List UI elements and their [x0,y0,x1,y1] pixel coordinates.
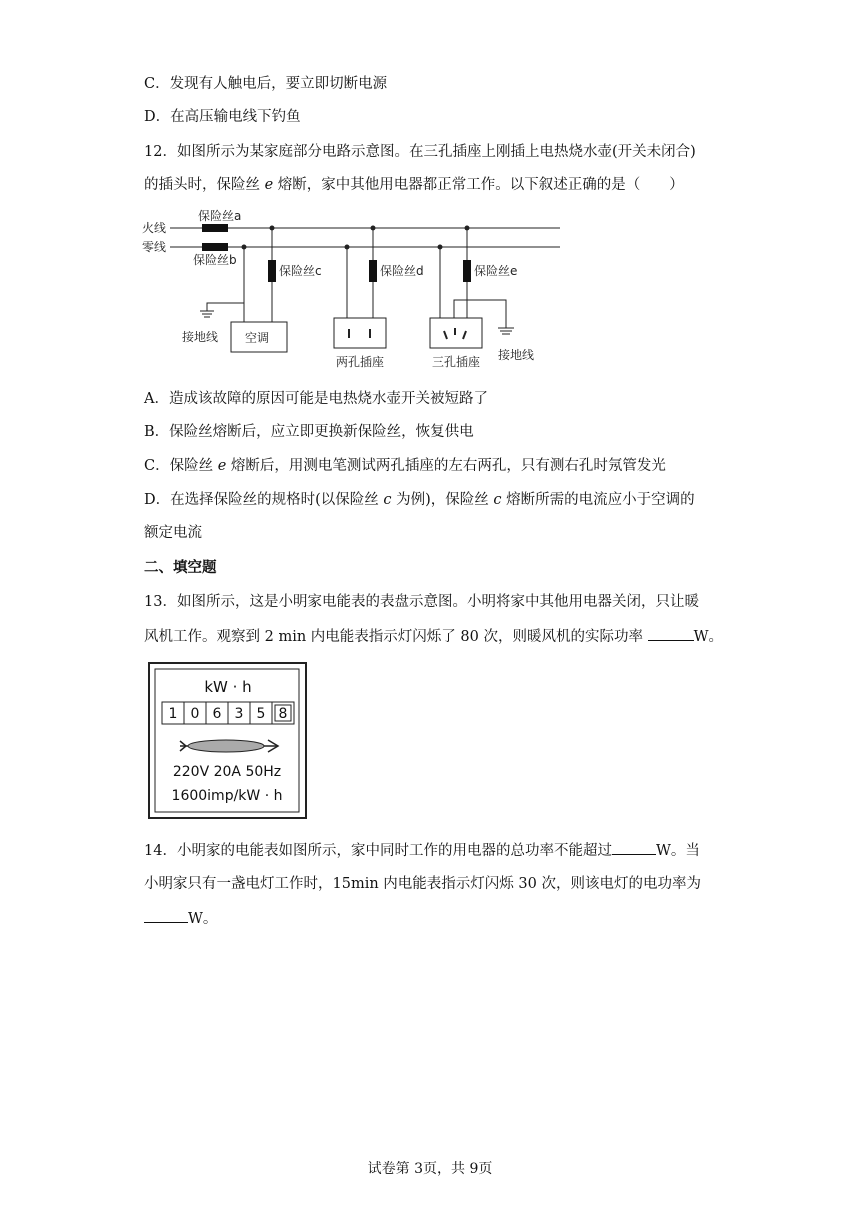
meter-digit: 5 [256,706,266,722]
fuse-d-label: 保险丝d [380,264,424,278]
q14-stem-line3: W。 [144,908,217,929]
meter-digit: 0 [190,706,200,722]
q14-stem-line1: 14．小明家的电能表如图所示，家中同时工作的用电器的总功率不能超过 W。当 [144,840,700,861]
ground-right-label: 接地线 [498,348,535,362]
air-conditioner-label: 空调 [245,331,270,345]
meter-digit: 3 [234,706,244,722]
q11-option-d: D．在高压输电线下钓鱼 [144,109,301,125]
live-wire-label: 火线 [142,221,167,235]
meter-imp: 1600imp/kW · h [171,788,283,804]
section-heading: 二、填空题 [144,559,217,576]
answer-blank [144,908,188,923]
circuit-diagram [138,206,568,374]
q12-option-b: B．保险丝熔断后，应立即更换新保险丝，恢复供电 [144,424,474,440]
meter-spec: 220V 20A 50Hz [172,764,282,780]
answer-blank [612,840,656,855]
three-hole-socket-label: 三孔插座 [432,355,481,369]
fuse-b-label: 保险丝b [193,253,237,267]
q13-stem-line1: 13．如图所示，这是小明家电能表的表盘示意图。小明将家中其他用电器关闭，只让暖 [144,594,699,610]
meter-unit-label: kW · h [204,678,252,696]
neutral-wire-label: 零线 [142,240,167,254]
two-hole-socket-label: 两孔插座 [336,355,385,369]
answer-blank [648,626,694,641]
fuse-c-label: 保险丝c [279,264,322,278]
q12-option-d: D．在选择保险丝的规格时(以保险丝 c 为例)，保险丝 c 熔断所需的电流应小于空调的 [144,492,695,508]
meter-digit: 1 [168,706,178,722]
q13-stem-line2: 风机工作。观察到 2 min 内电能表指示灯闪烁了 80 次，则暖风机的实际功率 W。 [144,626,723,647]
q12-option-c: C．保险丝 e 熔断后，用测电笔测试两孔插座的左右两孔，只有测右孔时氖管发光 [144,458,666,474]
meter-digit: 6 [212,706,222,722]
q14-stem-line2: 小明家只有一盏电灯工作时，15min 内电能表指示灯闪烁 30 次，则该电灯的电功率为 [144,876,701,892]
q12-stem-line2: 的插头时，保险丝 e 熔断，家中其他用电器都正常工作。以下叙述正确的是（ ） [144,177,684,193]
energy-meter [148,662,308,820]
q12-option-a: A．造成该故障的原因可能是电热烧水壶开关被短路了 [144,391,488,407]
meter-digit-decimal: 8 [278,706,288,722]
q11-option-c: C．发现有人触电后，要立即切断电源 [144,76,388,92]
q12-stem-line1: 12．如图所示为某家庭部分电路示意图。在三孔插座上刚插上电热烧水壶(开关未闭合) [144,144,696,160]
ground-left-label: 接地线 [182,330,219,344]
fuse-e-label: 保险丝e [474,264,518,278]
page-footer: 试卷第 3页，共 9页 [367,1161,493,1177]
q12-option-d-cont: 额定电流 [144,525,202,541]
fuse-a-label: 保险丝a [198,209,242,223]
